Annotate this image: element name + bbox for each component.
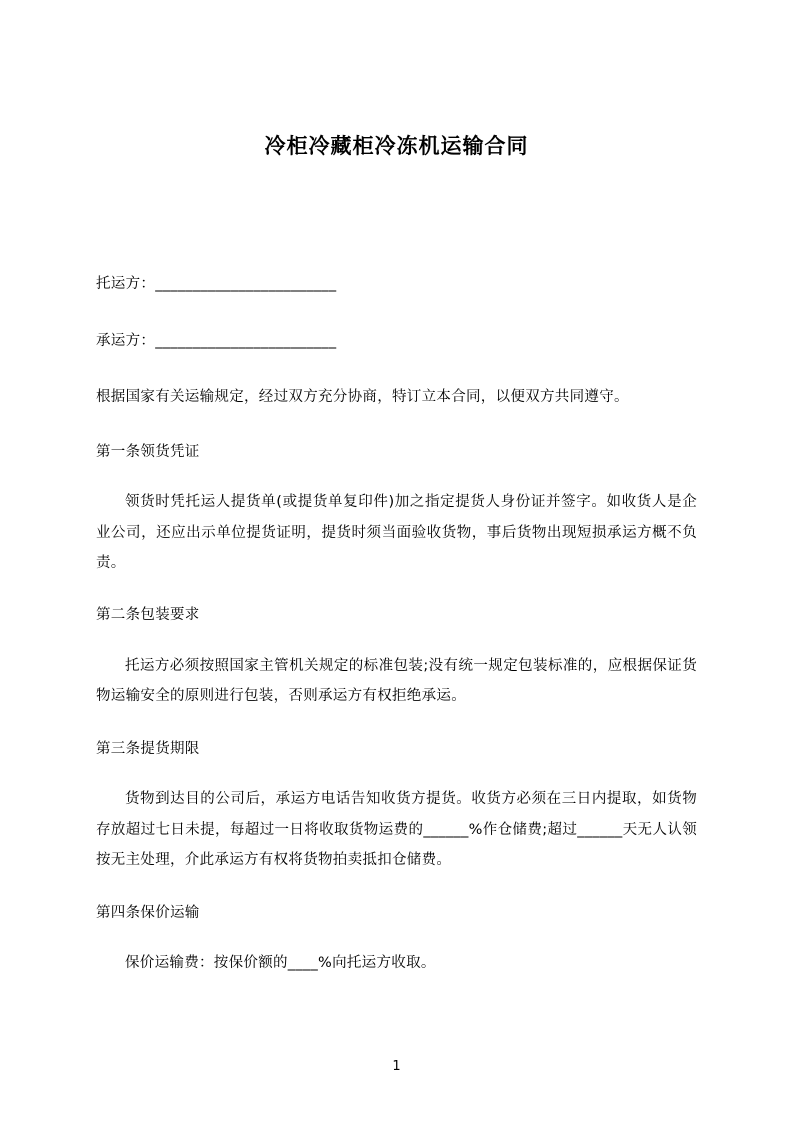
clause-body-3: 货物到达目的公司后，承运方电话告知收货方提货。收货方必须在三日内提取，如货物存放超过七日未提，每超过一日将收取货物运费的______%作仓储费;超过______天无人认领按无主处理，介此承运方有权将货物拍卖抵扣仓储费。 <box>96 791 697 869</box>
field-carrier <box>96 326 697 356</box>
document-body <box>96 269 697 978</box>
field-shipper <box>96 269 697 299</box>
field-shipper-blank: ________________________ <box>155 276 337 293</box>
field-carrier-label: 承运方： <box>96 332 156 349</box>
field-carrier-blank: ________________________ <box>155 332 337 349</box>
page-number: 1 <box>392 1059 401 1074</box>
field-shipper-label: 托运方： <box>96 276 156 293</box>
clause-heading-4: 第四条保价运输 <box>96 904 200 921</box>
clause-body-4: 保价运输费：按保价额的____%向托运方收取。 <box>125 954 436 971</box>
clause-heading-2: 第二条包装要求 <box>96 607 200 624</box>
paragraph-preamble: 根据国家有关运输规定，经过双方充分协商，特订立本合同，以便双方共同遵守。 <box>96 389 629 406</box>
clause-heading-3: 第三条提货期限 <box>96 740 200 757</box>
clause-heading-1: 第一条领货凭证 <box>96 443 200 460</box>
clause-body-2: 托运方必须按照国家主管机关规定的标准包装;没有统一规定包装标准的，应根据保证货物运输安全的原则进行包装，否则承运方有权拒绝承运。 <box>96 657 697 705</box>
page-title: 冷柜冷藏柜冷冻机运输合同 <box>264 134 529 158</box>
clause-body-1: 领货时凭托运人提货单(或提货单复印件)加之指定提货人身份证并签字。如收货人是企业公司，还应出示单位提货证明，提货时须当面验收货物，事后货物出现短损承运方概不负责。 <box>96 494 697 572</box>
